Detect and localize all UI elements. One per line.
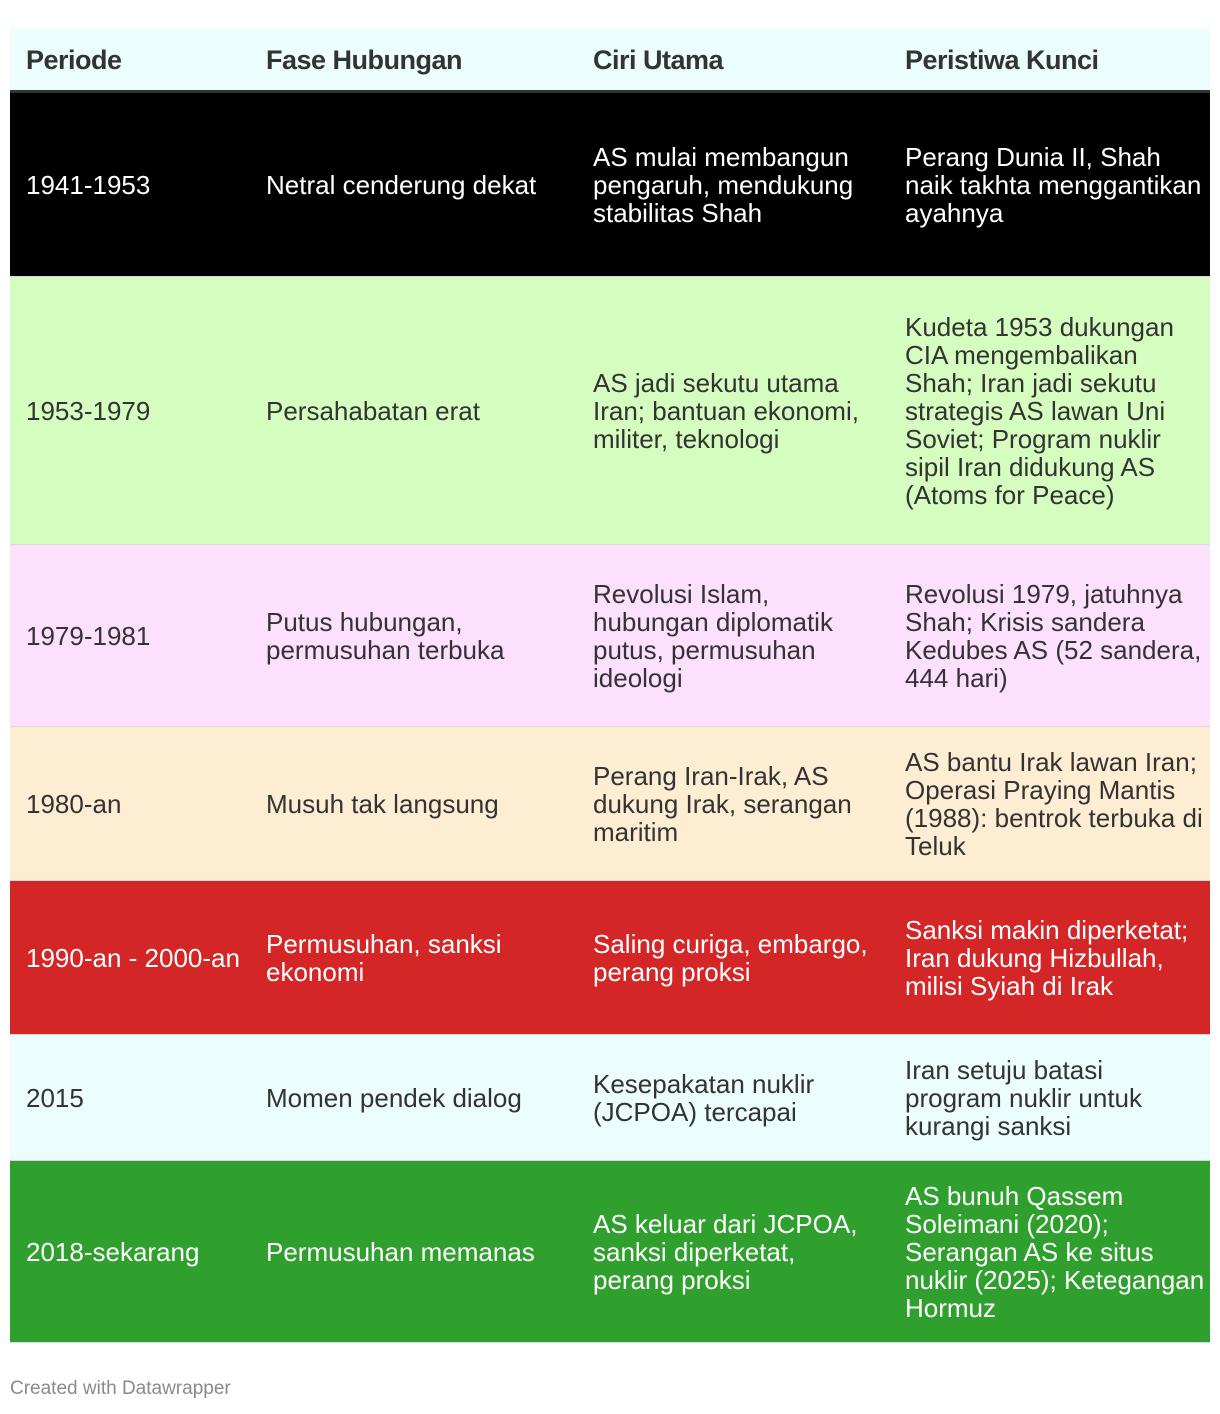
cell-periode: 1979-1981 <box>26 620 151 651</box>
cell-peristiwa: Sanksi makin diperketat; Iran dukung Hizbullah, milisi Syiah di Irak <box>905 914 1189 1001</box>
data-table <box>10 29 1210 1343</box>
cell-periode: 1990-an - 2000-an <box>26 942 240 973</box>
header-ciri-utama[interactable]: Ciri Utama <box>593 44 724 75</box>
cell-periode: 1980-an <box>26 788 122 819</box>
cell-ciri: Kesepakatan nuklir (JCPOA) tercapai <box>593 1068 815 1127</box>
cell-peristiwa: Iran setuju batasi program nuklir untuk kurangi sanksi <box>905 1054 1142 1141</box>
cell-fase: Netral cenderung dekat <box>266 169 537 200</box>
cell-fase: Permusuhan, sanksi ekonomi <box>266 928 502 987</box>
cell-fase: Persahabatan erat <box>266 395 480 426</box>
table-row <box>10 545 1210 727</box>
cell-ciri: Perang Iran-Irak, AS dukung Irak, serangan maritim <box>593 760 852 847</box>
cell-peristiwa: Perang Dunia II, Shah naik takhta menggantikan ayahnya <box>905 141 1202 228</box>
cell-periode: 1953-1979 <box>26 395 151 426</box>
cell-ciri: Saling curiga, embargo, perang proksi <box>593 928 868 987</box>
cell-periode: 1941-1953 <box>26 169 151 200</box>
datawrapper-credit[interactable]: Created with Datawrapper <box>10 1378 231 1399</box>
header-fase-hubungan[interactable]: Fase Hubungan <box>266 44 463 75</box>
cell-fase: Putus hubungan, permusuhan terbuka <box>266 606 505 665</box>
cell-ciri: AS jadi sekutu utama Iran; bantuan ekonomi, militer, teknologi <box>593 367 859 454</box>
cell-ciri: AS keluar dari JCPOA, sanksi diperketat, perang proksi <box>593 1208 858 1295</box>
header-periode[interactable]: Periode <box>26 44 122 75</box>
cell-fase: Musuh tak langsung <box>266 788 499 819</box>
cell-fase: Permusuhan memanas <box>266 1236 535 1267</box>
cell-fase: Momen pendek dialog <box>266 1082 522 1113</box>
table-row <box>10 727 1210 881</box>
cell-peristiwa: Kudeta 1953 dukungan CIA mengembalikan Shah; Iran jadi sekutu strategis AS lawan Uni Soviet; Program nuklir sipil Iran didukung AS (Atoms for Peace) <box>905 311 1174 510</box>
cell-ciri: Revolusi Islam, hubungan diplomatik putus, permusuhan ideologi <box>593 578 833 693</box>
table-row <box>10 93 1210 277</box>
table-header-row <box>10 29 1210 93</box>
cell-periode: 2018-sekarang <box>26 1236 200 1267</box>
cell-periode: 2015 <box>26 1082 84 1113</box>
header-peristiwa-kunci[interactable]: Peristiwa Kunci <box>905 44 1099 75</box>
table-row <box>10 1035 1210 1161</box>
cell-peristiwa: AS bunuh Qassem Soleimani (2020); Serangan AS ke situs nuklir (2025); Ketegangan Hormuz <box>905 1180 1205 1323</box>
cell-ciri: AS mulai membangun pengaruh, mendukung stabilitas Shah <box>593 141 854 228</box>
table-row <box>10 277 1210 545</box>
table-row <box>10 1161 1210 1343</box>
cell-peristiwa: Revolusi 1979, jatuhnya Shah; Krisis sandera Kedubes AS (52 sandera, 444 hari) <box>905 578 1202 693</box>
cell-peristiwa: AS bantu Irak lawan Iran; Operasi Praying Mantis (1988): bentrok terbuka di Teluk <box>905 746 1203 861</box>
table-row <box>10 881 1210 1035</box>
